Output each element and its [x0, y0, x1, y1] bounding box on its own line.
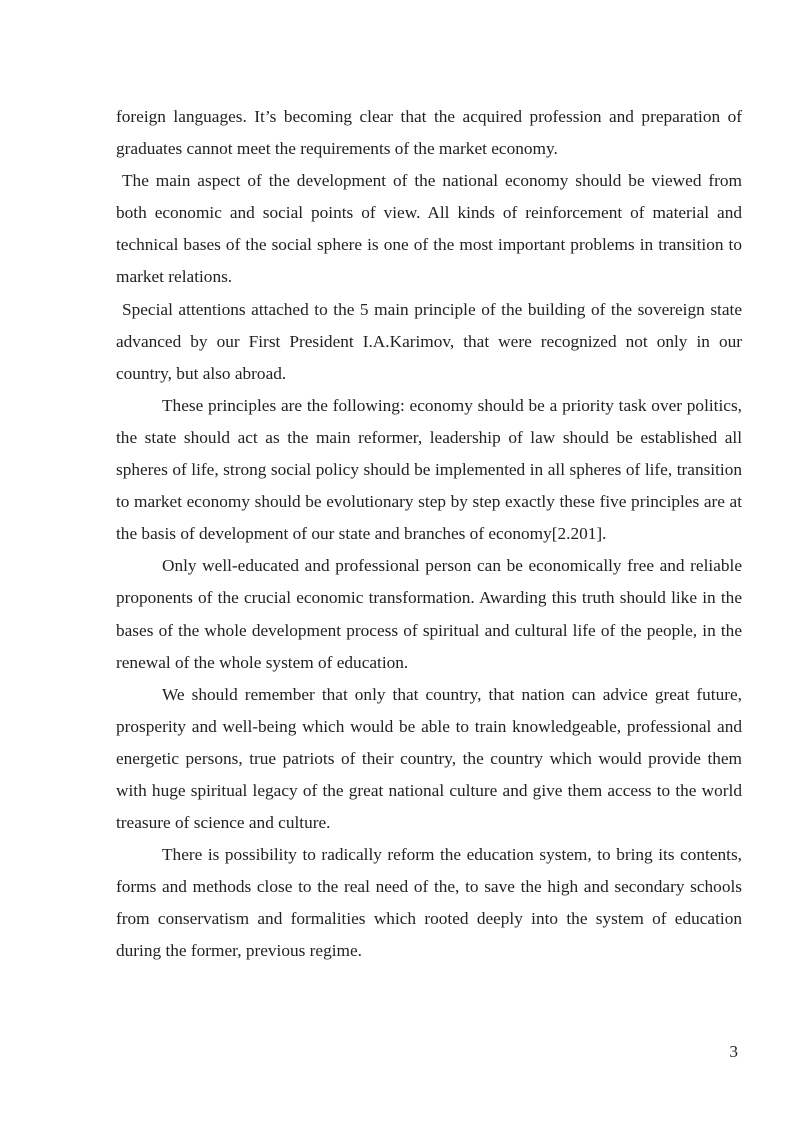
paragraph-five-principles-intro: Special attentions attached to the 5 main principle of the building of the sovereign state advanced by our First President I.A.Karimov, that were recognized not only in our country, but also abroad. [116, 299, 742, 383]
paragraph-principles-list: These principles are the following: economy should be a priority task over politics, the state should act as the main reformer, leadership of law should be established all spheres of life, strong social policy should be implemented in all spheres of life, transition to market economy should be evolutionary step by step exactly these five principles are at the basis of development of our state and branches of economy[2.201]. [116, 395, 742, 544]
paragraph-reform-possibility: There is possibility to radically reform the education system, to bring its contents, forms and methods close to the real need of the, to save the high and secondary schools from conservatism and formalities which rooted deeply into the system of education during the former, previous regime. [116, 845, 742, 961]
paragraph-continuation: foreign languages. It’s becoming clear that the acquired profession and preparation of graduates cannot meet the requirements of the market economy. [116, 107, 742, 159]
paragraph-remember-nation: We should remember that only that country, that nation can advice great future, prosperity and well-being which would be able to train knowledgeable, professional and energetic persons, true patriots of their country, the country which would provide them with huge spiritual legacy of the great national culture and give them access to the world treasure of science and culture. [116, 684, 742, 833]
paragraph-well-educated: Only well-educated and professional person can be economically free and reliable proponents of the crucial economic transformation. Awarding this truth should like in the bases of the whole development process of spiritual and cultural life of the people, in the renewal of the whole system of education. [116, 556, 742, 672]
page-number: 3 [729, 1042, 738, 1061]
body-text [116, 101, 742, 968]
paragraph-development-aspect: The main aspect of the development of the national economy should be viewed from both economic and social points of view. All kinds of reinforcement of material and technical bases of the social sphere is one of the most important problems in transition to market relations. [116, 171, 742, 287]
